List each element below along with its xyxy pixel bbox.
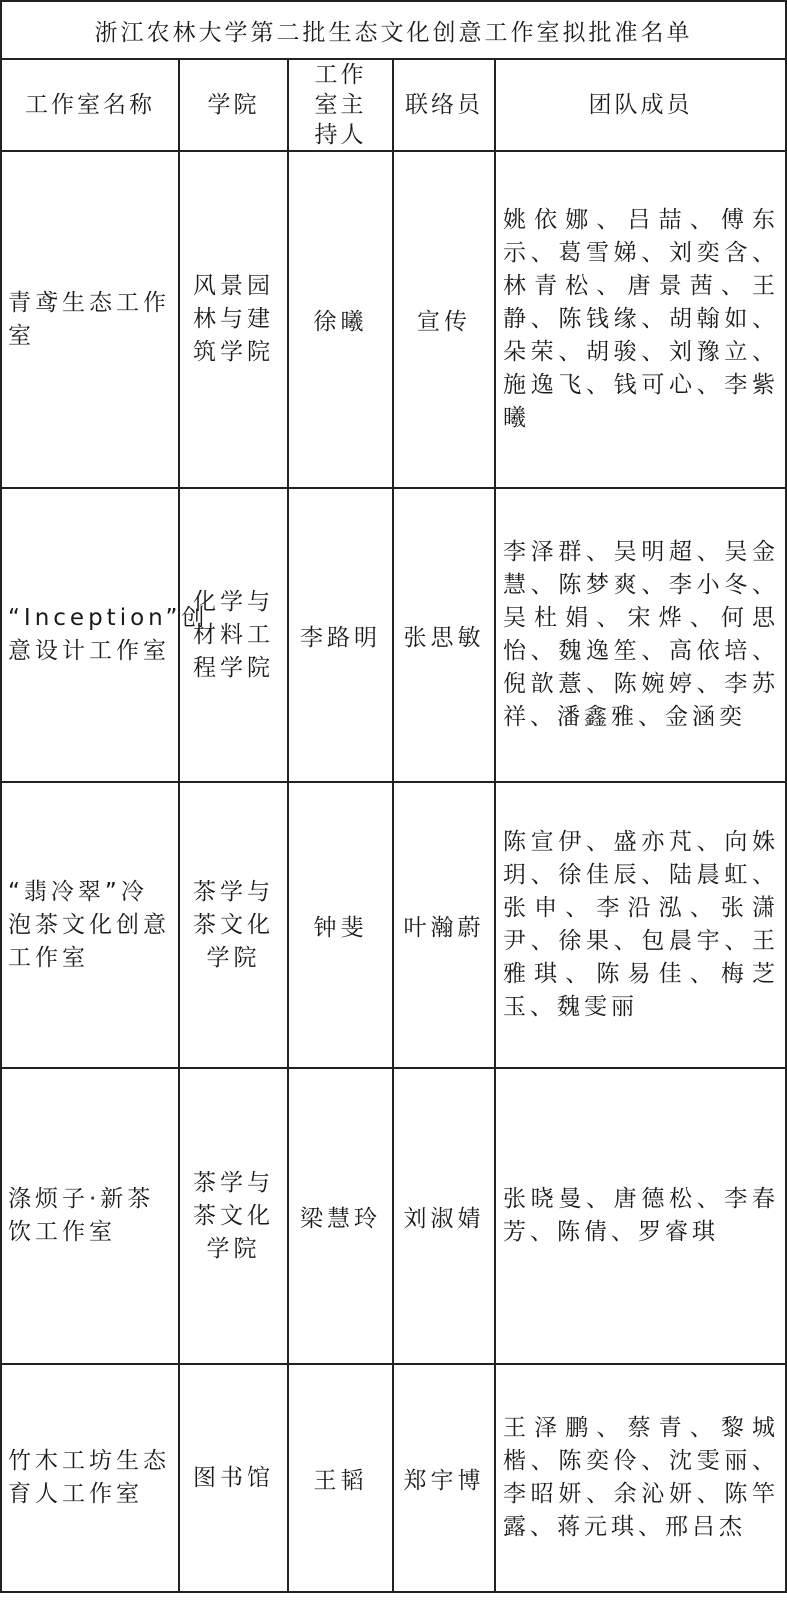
- document-title: 浙江农林大学第二批生态文化创意工作室拟批准名单: [1, 1, 786, 59]
- college: 化学与材料工程学院: [179, 488, 288, 782]
- host: 王韬: [288, 1364, 393, 1592]
- liaison: 宣传: [393, 151, 495, 488]
- header-liaison: 联络员: [393, 59, 495, 151]
- studio-name: “翡冷翠”冷泡茶文化创意工作室: [1, 782, 179, 1068]
- team-members: 陈宣伊、盛亦芃、向姝玥、徐佳辰、陆晨虹、张申、李沿泓、张潇尹、徐果、包晨宇、王雅琪、陈易佳、梅芝玉、魏雯丽: [495, 782, 786, 1068]
- team-members: 李泽群、吴明超、吴金慧、陈梦爽、李小冬、吴杜娟、宋烨、何思怡、魏逸笙、高依培、倪歆薏、陈婉婷、李苏祥、潘鑫雅、金涵奕: [495, 488, 786, 782]
- header-studio-name: 工作室名称: [1, 59, 179, 151]
- studio-name: 青鸢生态工作室: [1, 151, 179, 488]
- header-row: [1, 59, 786, 151]
- college: 图书馆: [179, 1364, 288, 1592]
- host: 钟斐: [288, 782, 393, 1068]
- header-members: 团队成员: [495, 59, 786, 151]
- team-members: 张晓曼、唐德松、李春芳、陈倩、罗睿琪: [495, 1068, 786, 1364]
- table-row: [1, 1364, 786, 1592]
- host: 李路明: [288, 488, 393, 782]
- liaison: 张思敏: [393, 488, 495, 782]
- studio-name: 竹木工坊生态育人工作室: [1, 1364, 179, 1592]
- header-host: 工作室主持人: [288, 59, 393, 151]
- college: 茶学与茶文化学院: [179, 1068, 288, 1364]
- liaison: 叶瀚蔚: [393, 782, 495, 1068]
- college: 茶学与茶文化学院: [179, 782, 288, 1068]
- team-members: 王泽鹏、蔡青、黎城楷、陈奕伶、沈雯丽、李昭妍、余沁妍、陈竿露、蒋元琪、邢吕杰: [495, 1364, 786, 1592]
- title-row: [1, 1, 786, 59]
- studio-name: “Inception”创意设计工作室: [1, 488, 179, 782]
- table-row: [1, 782, 786, 1068]
- liaison: 刘淑婧: [393, 1068, 495, 1364]
- table-row: [1, 488, 786, 782]
- team-members: 姚依娜、吕喆、傅东示、葛雪娣、刘奕含、林青松、唐景茜、王静、陈钱缘、胡翰如、朵荣、胡骏、刘豫立、施逸飞、钱可心、李紫曦: [495, 151, 786, 488]
- table-row: [1, 1068, 786, 1364]
- studio-name: 涤烦子·新茶饮工作室: [1, 1068, 179, 1364]
- header-college: 学院: [179, 59, 288, 151]
- table-row: [1, 151, 786, 488]
- host: 徐曦: [288, 151, 393, 488]
- college: 风景园林与建筑学院: [179, 151, 288, 488]
- host: 梁慧玲: [288, 1068, 393, 1364]
- liaison: 郑宇博: [393, 1364, 495, 1592]
